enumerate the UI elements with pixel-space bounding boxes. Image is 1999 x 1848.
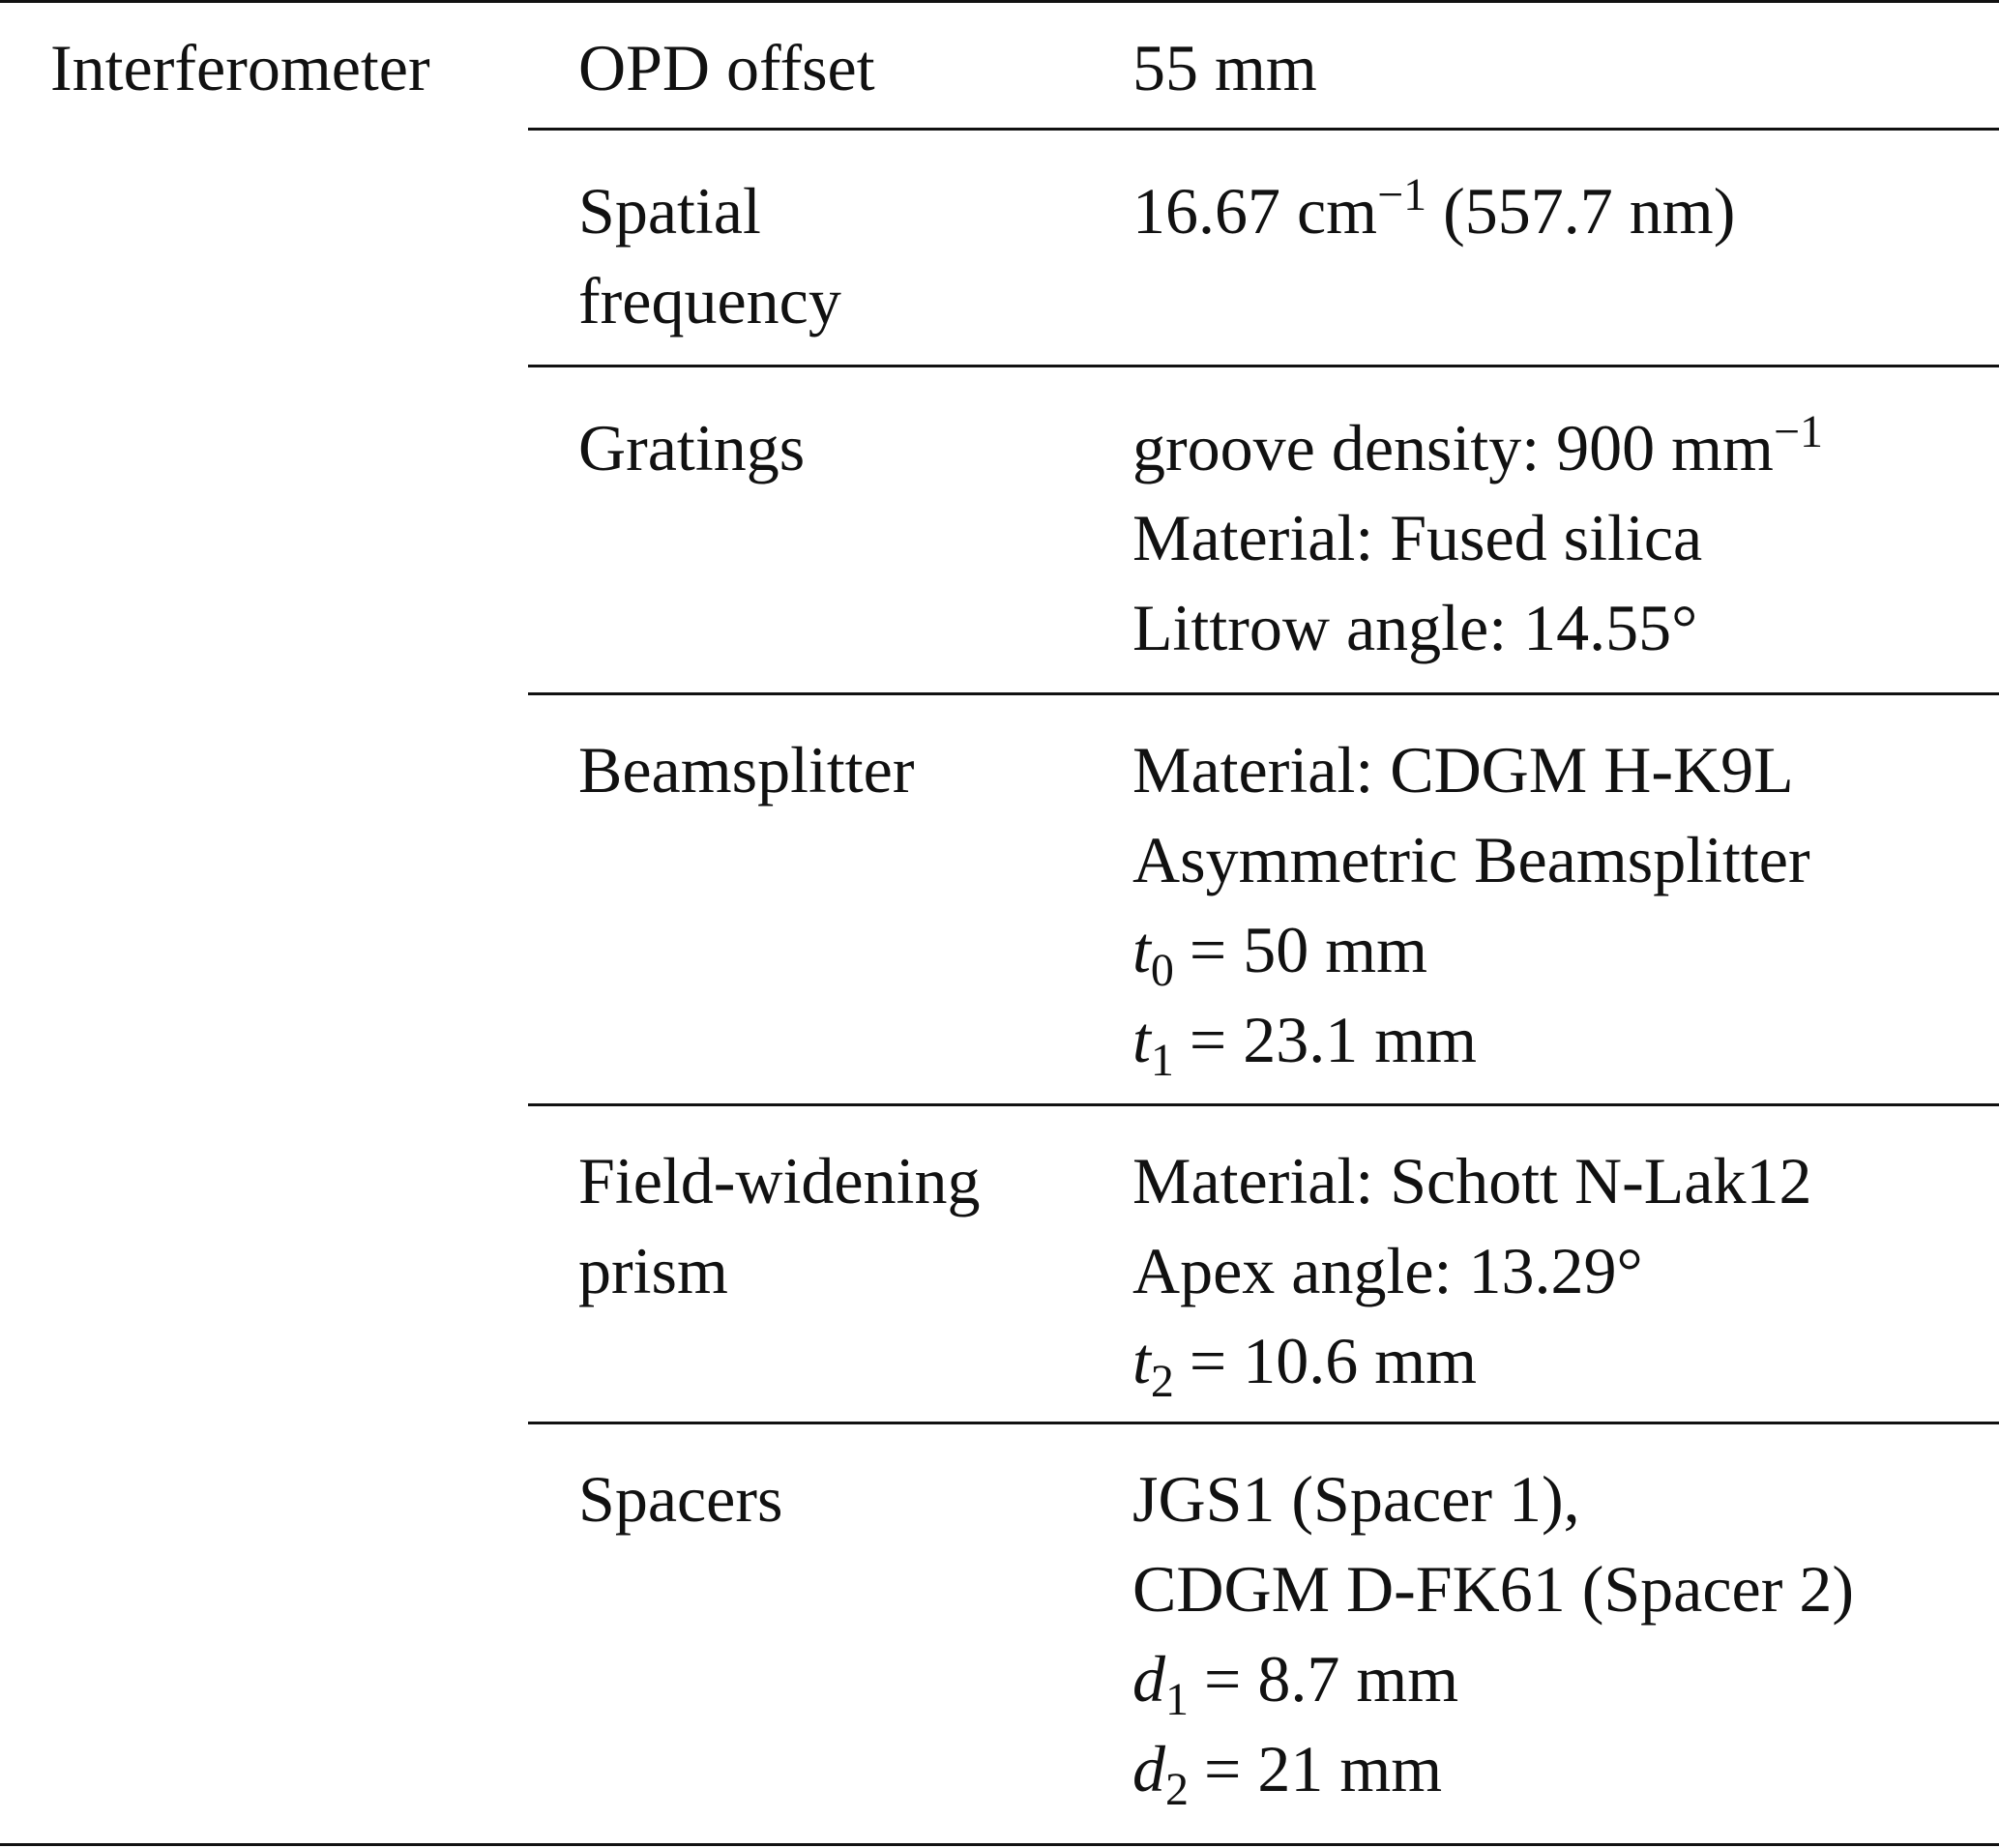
param-beamsplitter: Beamsplitter (578, 733, 915, 807)
value-opd-offset: 55 mm (1132, 31, 1317, 104)
value-spacers-line3 (1132, 1634, 1458, 1724)
value-beamsplitter-line2: Asymmetric Beamsplitter (1132, 823, 1810, 896)
row-divider (528, 1422, 1999, 1424)
variable-value: = 21 mm (1204, 1732, 1443, 1805)
row-divider (528, 128, 1999, 131)
value-spacers-line1: JGS1 (Spacer 1), (1132, 1462, 1580, 1536)
variable-value: = 10.6 mm (1189, 1324, 1478, 1397)
value-spatial-frequency (1132, 166, 1735, 256)
variable-symbol: t (1132, 913, 1151, 986)
groove-density: groove density: 900 mm (1132, 411, 1774, 484)
variable-subscript: 1 (1165, 1674, 1189, 1725)
param-spatial-frequency-line1: Spatial (578, 174, 761, 248)
top-rule (0, 0, 1999, 3)
variable-symbol: d (1132, 1642, 1165, 1716)
variable-subscript: 0 (1150, 945, 1174, 996)
param-field-widening-line2: prism (578, 1234, 728, 1307)
variable-symbol: d (1132, 1732, 1165, 1805)
spatial-frequency-wavelength: (557.7 nm) (1443, 174, 1736, 248)
spatial-frequency-value: 16.67 cm (1132, 174, 1378, 248)
row-divider (528, 1103, 1999, 1106)
value-spacers-line4 (1132, 1724, 1442, 1814)
value-prism-line2: Apex angle: 13.29° (1132, 1234, 1643, 1307)
variable-subscript: 1 (1150, 1035, 1174, 1086)
row-divider (528, 365, 1999, 367)
param-opd-offset: OPD offset (578, 31, 875, 104)
value-gratings-line1 (1132, 403, 1823, 493)
param-spacers: Spacers (578, 1462, 783, 1536)
value-gratings-line2: Material: Fused silica (1132, 501, 1703, 574)
param-gratings: Gratings (578, 411, 806, 484)
exponent: −1 (1773, 406, 1824, 457)
param-field-widening-line1: Field-widening (578, 1144, 981, 1217)
value-beamsplitter-line1: Material: CDGM H-K9L (1132, 733, 1794, 807)
value-spacers-line2: CDGM D-FK61 (Spacer 2) (1132, 1552, 1855, 1626)
bottom-rule (0, 1843, 1999, 1846)
param-spatial-frequency-line2: frequency (578, 264, 841, 337)
variable-symbol: t (1132, 1003, 1151, 1076)
value-prism-line3 (1132, 1316, 1477, 1406)
value-beamsplitter-line3 (1132, 905, 1427, 995)
category-label: Interferometer (50, 31, 430, 104)
value-gratings-line3: Littrow angle: 14.55° (1132, 591, 1698, 664)
variable-value: = 8.7 mm (1204, 1642, 1459, 1716)
variable-subscript: 2 (1165, 1764, 1189, 1815)
variable-value: = 23.1 mm (1189, 1003, 1478, 1076)
row-divider (528, 692, 1999, 695)
value-beamsplitter-line4 (1132, 995, 1477, 1085)
exponent: −1 (1377, 169, 1427, 220)
variable-value: = 50 mm (1189, 913, 1428, 986)
variable-symbol: t (1132, 1324, 1151, 1397)
variable-subscript: 2 (1150, 1356, 1174, 1407)
value-prism-line1: Material: Schott N-Lak12 (1132, 1144, 1812, 1217)
